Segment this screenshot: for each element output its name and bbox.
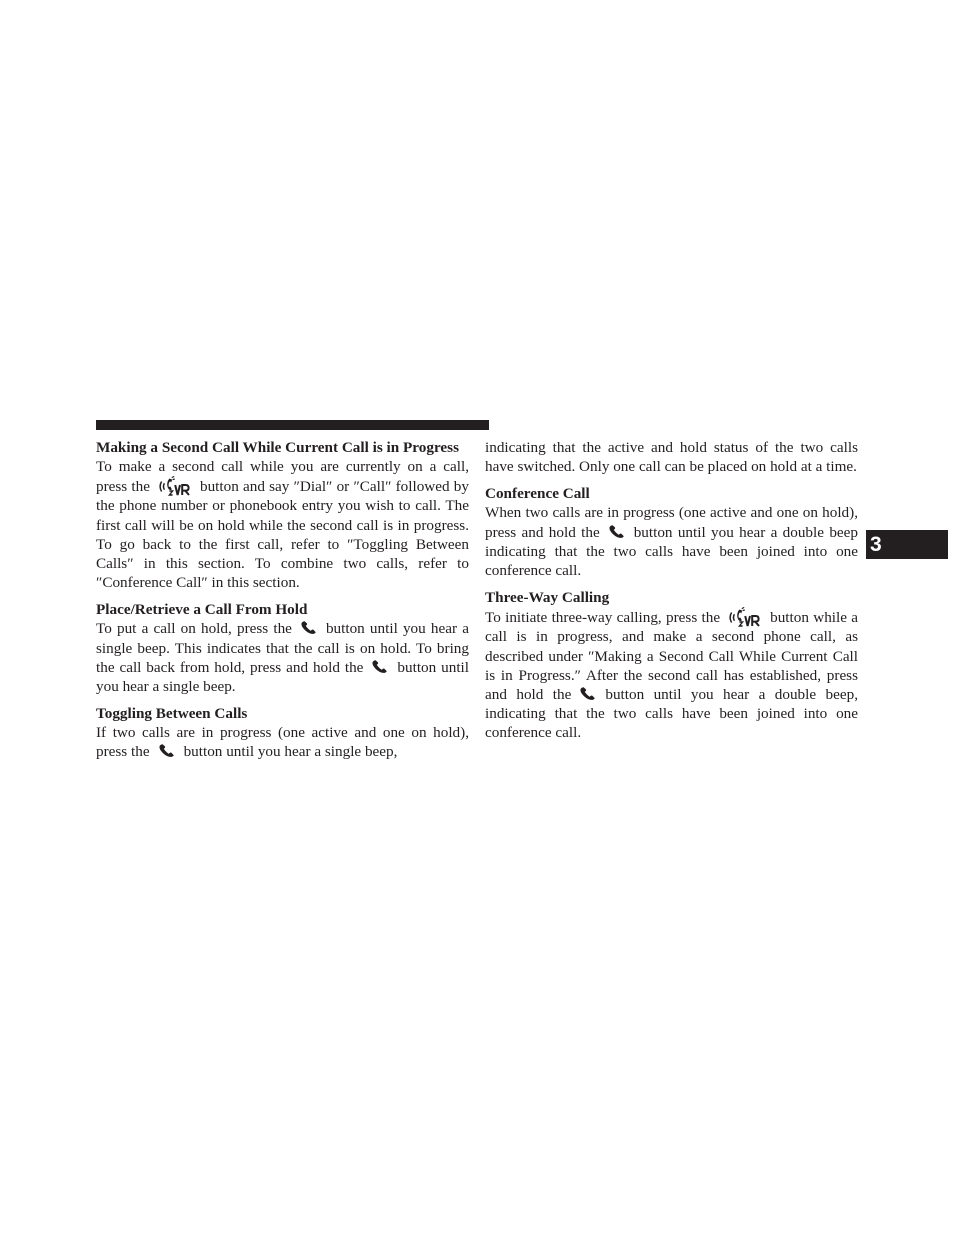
voice-recognition-icon [728,607,762,627]
paragraph-three-way: To initiate three-way calling, press the button while a call is in progress, and make a second phone call, as described under ″Making a Second Call While Current Call is in Progress.″ After the second call has established, press and hold the button until you hear a double beep, indicating that the two calls have been joined into one conference call. [485,609,859,742]
voice-recognition-icon [158,476,192,496]
phone-icon [158,744,176,758]
left-column [96,438,469,761]
paragraph-conference: When two calls are in progress (one active and one on hold), press and hold the button until you hear a double beep indicating that the two calls have been joined into one conference call. [485,504,858,580]
right-column [485,438,858,751]
chapter-tab: 3 [866,530,948,559]
heading-conference: Conference Call [485,485,590,503]
phone-icon [371,660,389,674]
phone-icon [608,525,626,539]
heading-place-retrieve: Place/Retrieve a Call From Hold [96,601,308,619]
paragraph-toggling: If two calls are in progress (one active and one on hold), press the button until you hear a single beep, [96,724,469,761]
paragraph-place-retrieve: To put a call on hold, press the button until you hear a single beep. This indicates that the call is on hold. To bring the call back from hold, press and hold the button until you hear a single beep. [96,620,469,696]
paragraph-making-second-call: To make a second call while you are currently on a call, press the button and say ″Dial″ or ″Call″ followed by the phone number or phonebook entry you wish to call. The first call will be on hold while the second call is in progress. To go back to the first call, refer to ″Toggling Between Calls″ in this section. To combine two calls, refer to ″Conference Call″ in this section. [96,458,469,592]
paragraph-toggling-continued: indicating that the active and hold status of the two calls have switched. Only one call can be placed on hold at a time. [485,439,858,476]
phone-icon [300,621,318,635]
section-rule [96,420,489,430]
heading-toggling: Toggling Between Calls [96,705,248,723]
heading-three-way: Three-Way Calling [485,589,610,607]
phone-icon [579,687,597,701]
heading-making-second-call: Making a Second Call While Current Call is in Progress [96,439,459,456]
toggling-continued-text: button until you hear a single beep, [183,743,398,761]
